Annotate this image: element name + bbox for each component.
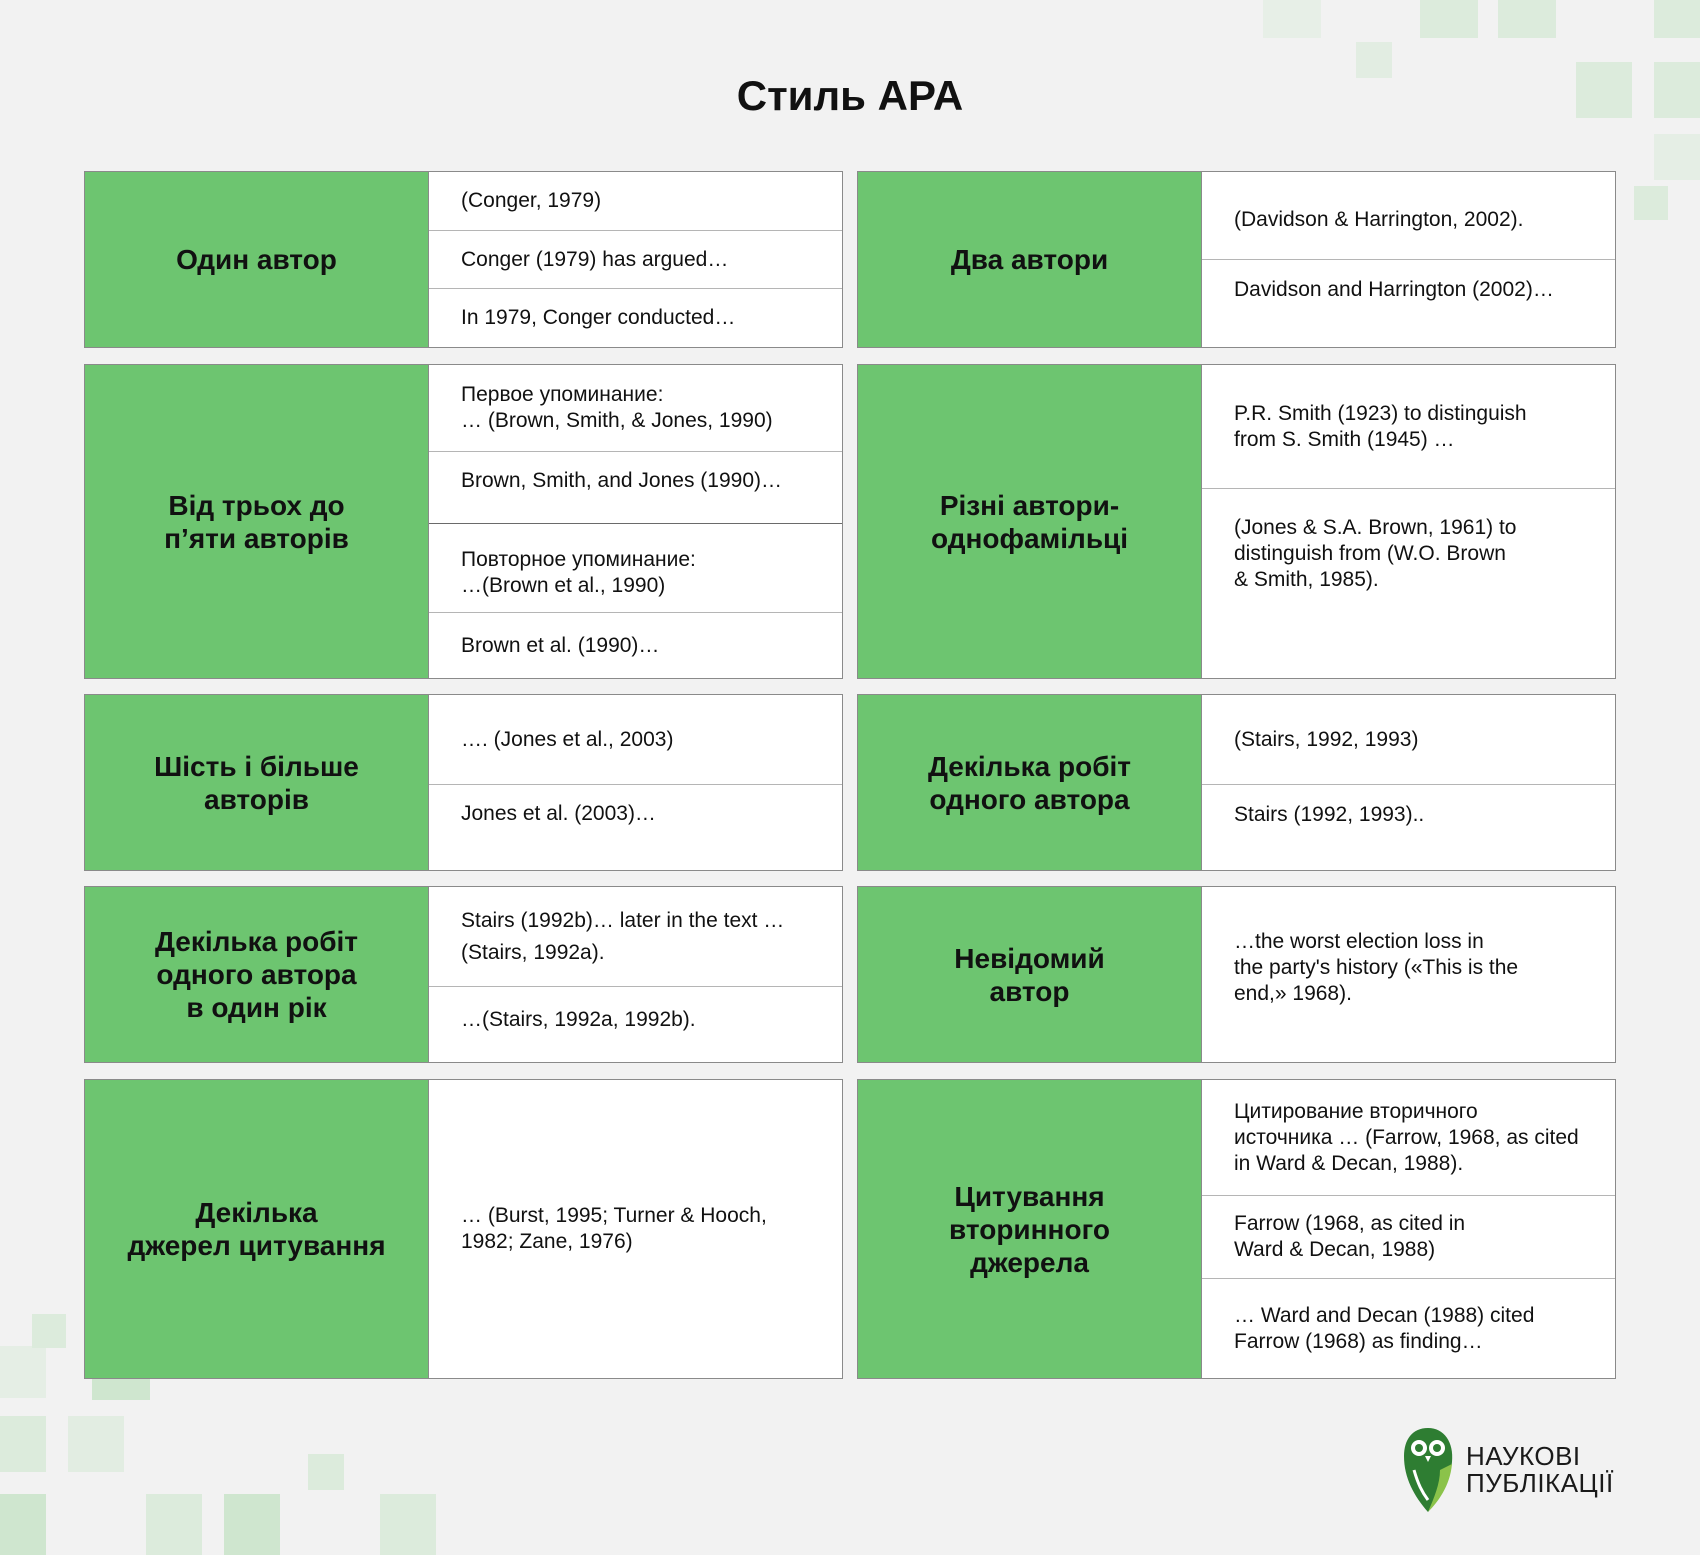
card-heading: Цитування вторинного джерела	[858, 1080, 1202, 1378]
example-cell: (Davidson & Harrington, 2002).	[1202, 172, 1615, 260]
example-cell: (Conger, 1979)	[429, 172, 842, 231]
example-cell: Stairs (1992, 1993)..	[1234, 803, 1425, 826]
example-cell: In 1979, Conger conducted…	[461, 306, 736, 330]
decor-square	[1498, 0, 1556, 38]
card-heading: Два автори	[858, 172, 1202, 347]
card-heading: Декілька робіт одного автора в один рік	[85, 887, 429, 1062]
decor-square	[1634, 186, 1668, 220]
card-several-works-one-author	[857, 694, 1616, 871]
decor-square	[32, 1314, 66, 1348]
card-secondary-source	[857, 1079, 1616, 1379]
decor-square	[68, 1416, 124, 1472]
example-cell: Farrow (1968, as cited in Ward & Decan, 1988)	[1202, 1196, 1615, 1279]
card-several-works-same-year	[84, 886, 843, 1063]
card-one-author	[84, 171, 843, 348]
card-heading: Один автор	[85, 172, 429, 347]
logo-line-2: ПУБЛІКАЦІЇ	[1466, 1468, 1614, 1498]
example-cell: …the worst election loss in the party's history («This is the end,» 1968).	[1234, 930, 1519, 1005]
decor-square	[1420, 0, 1478, 38]
brand-logo	[1400, 1424, 1614, 1516]
decor-square	[308, 1454, 344, 1490]
card-six-plus-authors	[84, 694, 843, 871]
decor-square	[1263, 0, 1321, 38]
card-heading: Від трьох до п’яти авторів	[85, 365, 429, 678]
decor-square	[380, 1494, 436, 1555]
card-heading: Декілька робіт одного автора	[858, 695, 1202, 870]
page-title: Стиль APA	[736, 72, 964, 119]
example-cell: Stairs (1992b)… later in the text … (Stairs, 1992a).	[429, 887, 842, 987]
card-heading: Декілька джерел цитування	[85, 1080, 429, 1378]
decor-square	[146, 1494, 202, 1555]
decor-square	[1654, 0, 1700, 38]
example-cell: … Ward and Decan (1988) cited Farrow (1968) as finding…	[1234, 1303, 1535, 1353]
card-two-authors	[857, 171, 1616, 348]
example-cell: Повторное упоминание: …(Brown et al., 1990)	[429, 524, 842, 613]
owl-icon	[1400, 1424, 1456, 1516]
card-three-to-five-authors	[84, 364, 843, 679]
example-cell: … (Burst, 1995; Turner & Hooch, 1982; Zane, 1976)	[461, 1204, 767, 1253]
card-heading: Різні автори- однофамільці	[858, 365, 1202, 678]
example-cell: Brown, Smith, and Jones (1990)…	[429, 452, 842, 524]
decor-square	[224, 1494, 280, 1555]
example-cell: …(Stairs, 1992a, 1992b).	[461, 1008, 696, 1031]
example-cell: Jones et al. (2003)…	[461, 802, 656, 825]
decor-square	[0, 1416, 46, 1472]
card-heading: Шість і більше авторів	[85, 695, 429, 870]
example-cell: Первое упоминание: … (Brown, Smith, & Jones, 1990)	[429, 365, 842, 452]
example-cell: Brown et al. (1990)…	[461, 633, 660, 657]
example-cell: …. (Jones et al., 2003)	[429, 695, 842, 785]
card-same-surname-authors	[857, 364, 1616, 679]
example-cell: (Stairs, 1992, 1993)	[1202, 695, 1615, 785]
example-cell: Цитирование вторичного источника … (Farrow, 1968, as cited in Ward & Decan, 1988).	[1202, 1080, 1615, 1196]
card-unknown-author	[857, 886, 1616, 1063]
example-cell: Conger (1979) has argued…	[429, 231, 842, 290]
card-multiple-sources	[84, 1079, 843, 1379]
decor-square	[0, 1346, 46, 1398]
example-cell: Davidson and Harrington (2002)…	[1234, 278, 1554, 301]
card-heading: Невідомий автор	[858, 887, 1202, 1062]
decor-square	[1654, 134, 1700, 180]
example-cell: (Jones & S.A. Brown, 1961) to distinguish from (W.O. Brown & Smith, 1985).	[1234, 516, 1517, 591]
example-cell: P.R. Smith (1923) to distinguish from S. Smith (1945) …	[1202, 365, 1615, 489]
logo-line-1: НАУКОВІ	[1466, 1441, 1581, 1471]
decor-square	[0, 1494, 46, 1555]
